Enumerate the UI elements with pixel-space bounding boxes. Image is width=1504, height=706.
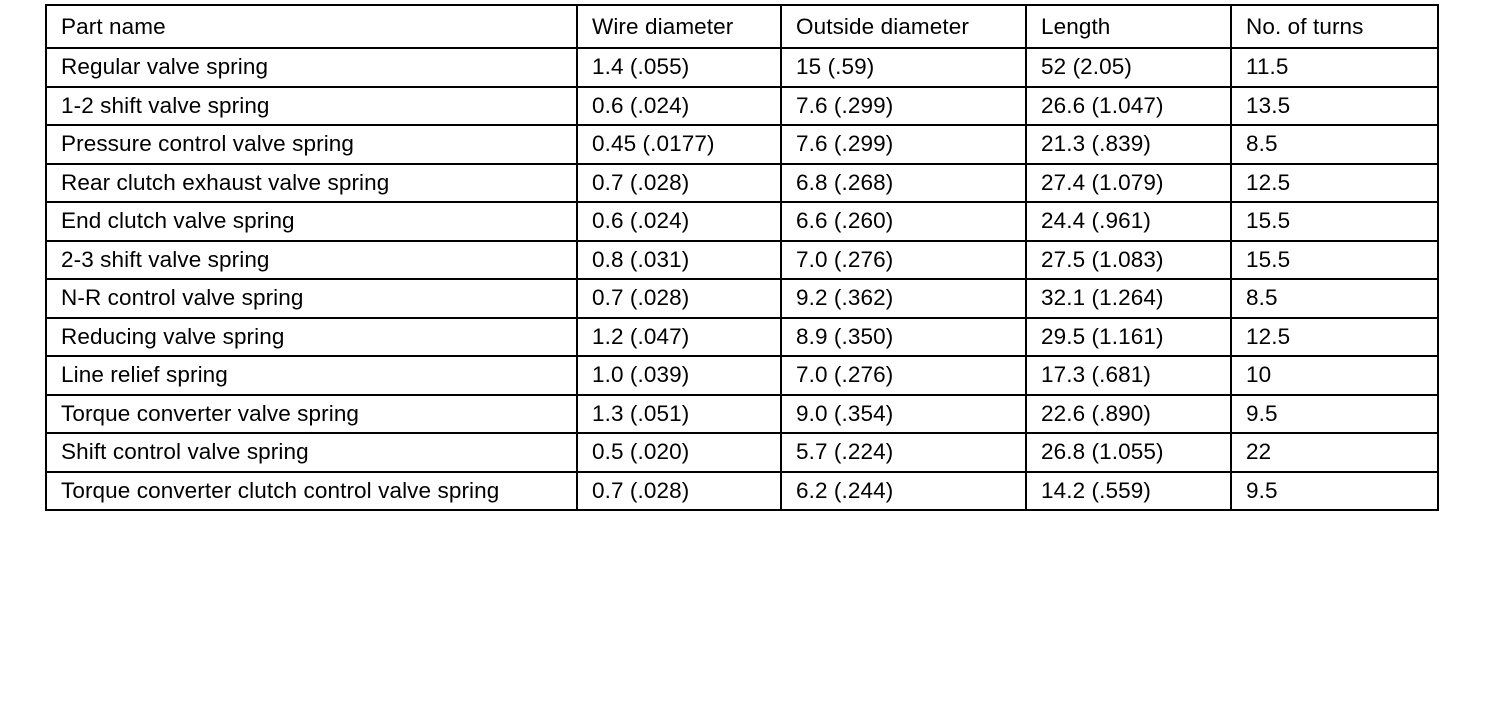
table-row: [46, 87, 1438, 126]
cell-part-name: 2-3 shift valve spring: [46, 241, 577, 280]
cell-length: 17.3 (.681): [1026, 356, 1231, 395]
cell-outside-diameter: 9.0 (.354): [781, 395, 1026, 434]
cell-no-of-turns: 8.5: [1231, 279, 1438, 318]
table-header-row: [46, 5, 1438, 48]
cell-outside-diameter: 7.0 (.276): [781, 241, 1026, 280]
table-row: [46, 433, 1438, 472]
cell-no-of-turns: 22: [1231, 433, 1438, 472]
cell-wire-diameter: 1.4 (.055): [577, 48, 781, 87]
cell-outside-diameter: 8.9 (.350): [781, 318, 1026, 357]
cell-wire-diameter: 0.45 (.0177): [577, 125, 781, 164]
cell-length: 21.3 (.839): [1026, 125, 1231, 164]
cell-outside-diameter: 7.0 (.276): [781, 356, 1026, 395]
cell-length: 29.5 (1.161): [1026, 318, 1231, 357]
header-no-of-turns: No. of turns: [1231, 5, 1438, 48]
cell-no-of-turns: 11.5: [1231, 48, 1438, 87]
cell-length: 26.8 (1.055): [1026, 433, 1231, 472]
cell-part-name: Torque converter valve spring: [46, 395, 577, 434]
cell-outside-diameter: 6.2 (.244): [781, 472, 1026, 511]
cell-outside-diameter: 5.7 (.224): [781, 433, 1026, 472]
cell-part-name: Regular valve spring: [46, 48, 577, 87]
cell-wire-diameter: 0.6 (.024): [577, 202, 781, 241]
cell-no-of-turns: 10: [1231, 356, 1438, 395]
table-row: [46, 279, 1438, 318]
cell-no-of-turns: 12.5: [1231, 164, 1438, 203]
cell-length: 27.4 (1.079): [1026, 164, 1231, 203]
cell-wire-diameter: 0.7 (.028): [577, 164, 781, 203]
header-length: Length: [1026, 5, 1231, 48]
cell-part-name: Rear clutch exhaust valve spring: [46, 164, 577, 203]
cell-length: 52 (2.05): [1026, 48, 1231, 87]
cell-length: 24.4 (.961): [1026, 202, 1231, 241]
cell-no-of-turns: 15.5: [1231, 241, 1438, 280]
cell-part-name: Torque converter clutch control valve spring: [46, 472, 577, 511]
table-row: [46, 125, 1438, 164]
cell-part-name: Pressure control valve spring: [46, 125, 577, 164]
spring-specification-table: [45, 4, 1439, 511]
table-row: [46, 164, 1438, 203]
table-row: [46, 472, 1438, 511]
cell-wire-diameter: 0.7 (.028): [577, 472, 781, 511]
cell-part-name: 1-2 shift valve spring: [46, 87, 577, 126]
cell-length: 27.5 (1.083): [1026, 241, 1231, 280]
cell-length: 14.2 (.559): [1026, 472, 1231, 511]
cell-no-of-turns: 13.5: [1231, 87, 1438, 126]
cell-wire-diameter: 0.7 (.028): [577, 279, 781, 318]
table-row: [46, 241, 1438, 280]
cell-wire-diameter: 1.2 (.047): [577, 318, 781, 357]
cell-outside-diameter: 9.2 (.362): [781, 279, 1026, 318]
header-outside-diameter: Outside diameter: [781, 5, 1026, 48]
table-row: [46, 48, 1438, 87]
cell-wire-diameter: 1.3 (.051): [577, 395, 781, 434]
cell-no-of-turns: 8.5: [1231, 125, 1438, 164]
cell-length: 22.6 (.890): [1026, 395, 1231, 434]
cell-wire-diameter: 0.5 (.020): [577, 433, 781, 472]
cell-part-name: Reducing valve spring: [46, 318, 577, 357]
cell-outside-diameter: 6.6 (.260): [781, 202, 1026, 241]
cell-outside-diameter: 15 (.59): [781, 48, 1026, 87]
cell-no-of-turns: 9.5: [1231, 472, 1438, 511]
cell-no-of-turns: 9.5: [1231, 395, 1438, 434]
cell-no-of-turns: 15.5: [1231, 202, 1438, 241]
cell-wire-diameter: 1.0 (.039): [577, 356, 781, 395]
cell-no-of-turns: 12.5: [1231, 318, 1438, 357]
table-row: [46, 395, 1438, 434]
cell-part-name: End clutch valve spring: [46, 202, 577, 241]
table-row: [46, 202, 1438, 241]
cell-part-name: Line relief spring: [46, 356, 577, 395]
table-row: [46, 356, 1438, 395]
cell-outside-diameter: 6.8 (.268): [781, 164, 1026, 203]
cell-length: 26.6 (1.047): [1026, 87, 1231, 126]
cell-length: 32.1 (1.264): [1026, 279, 1231, 318]
cell-part-name: N-R control valve spring: [46, 279, 577, 318]
cell-part-name: Shift control valve spring: [46, 433, 577, 472]
header-wire-diameter: Wire diameter: [577, 5, 781, 48]
cell-wire-diameter: 0.6 (.024): [577, 87, 781, 126]
cell-outside-diameter: 7.6 (.299): [781, 125, 1026, 164]
header-part-name: Part name: [46, 5, 577, 48]
cell-wire-diameter: 0.8 (.031): [577, 241, 781, 280]
cell-outside-diameter: 7.6 (.299): [781, 87, 1026, 126]
table-row: [46, 318, 1438, 357]
